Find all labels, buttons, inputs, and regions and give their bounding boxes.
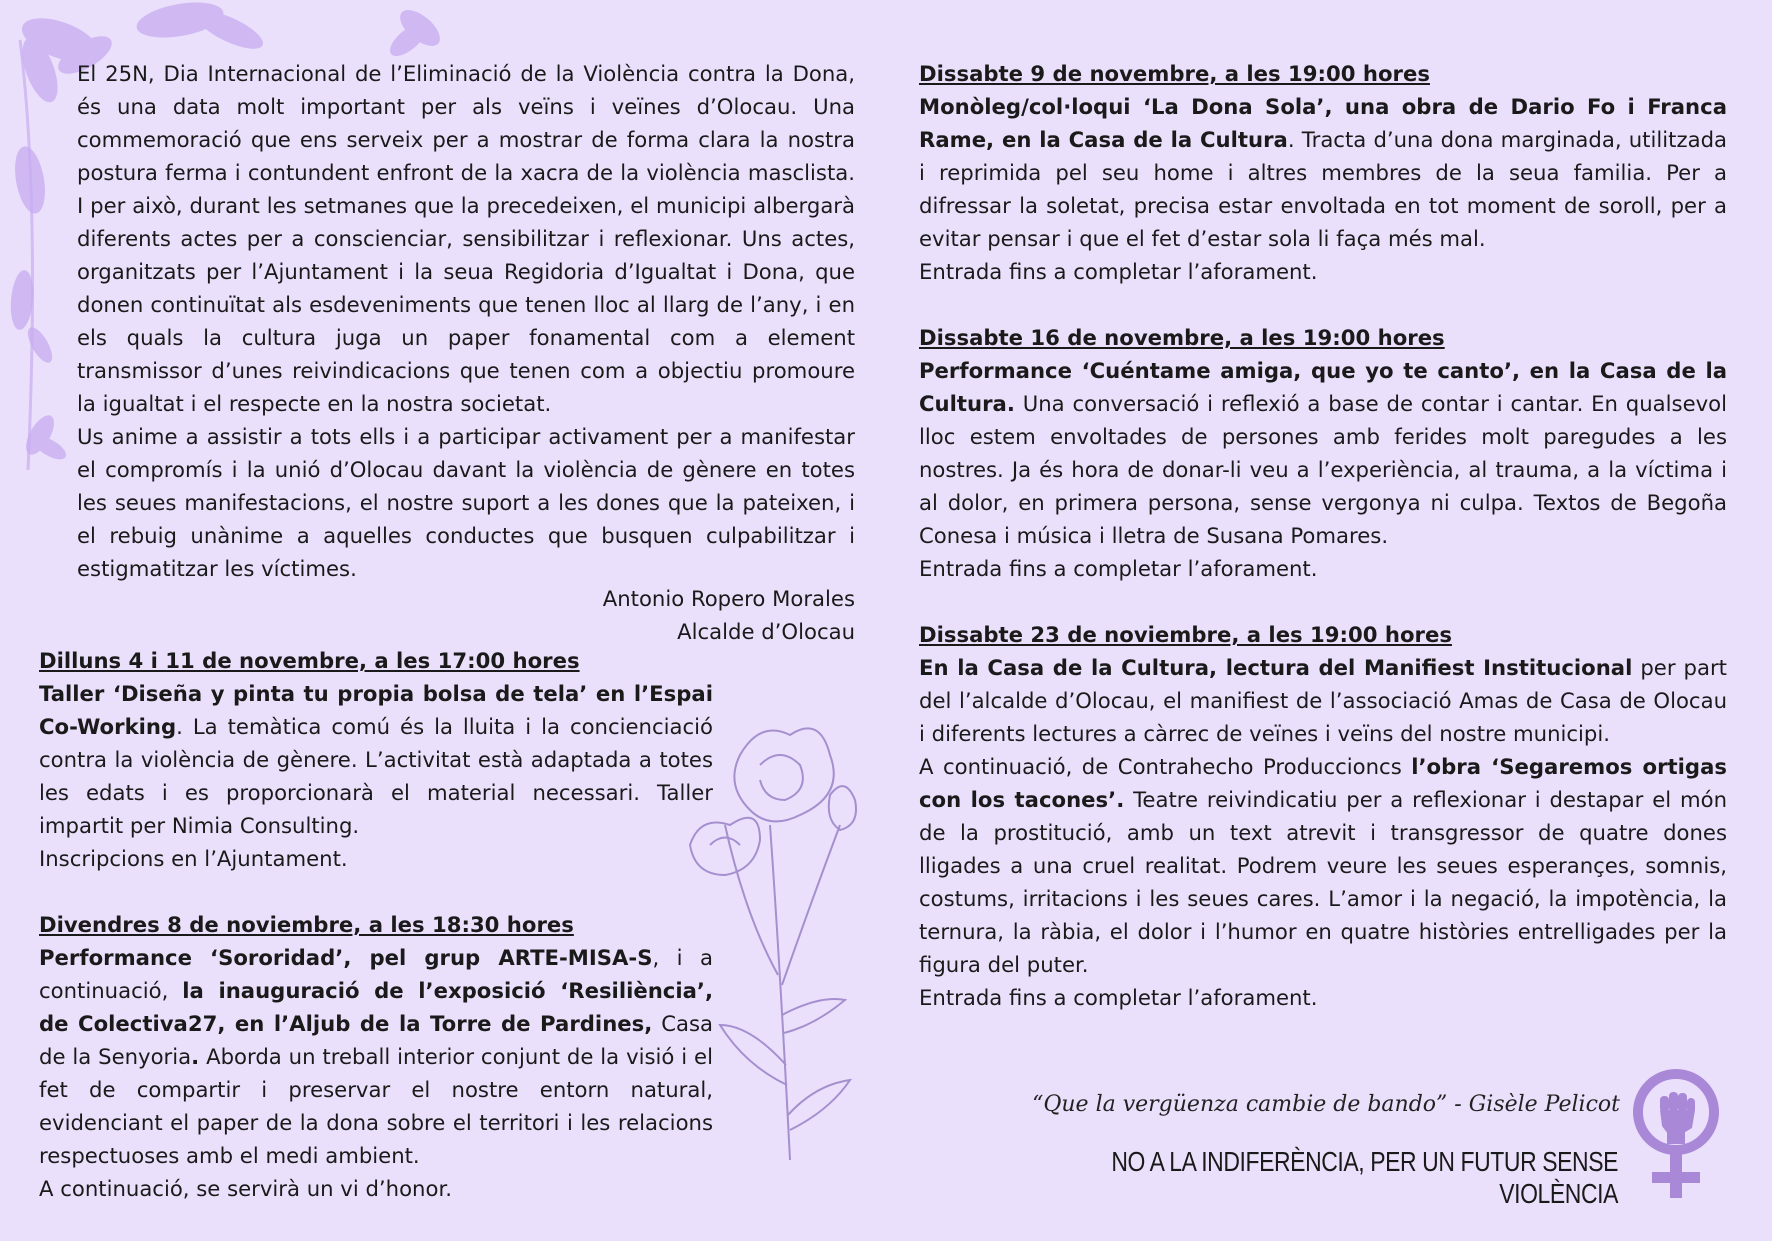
event-note: Entrada fins a completar l’aforament.	[919, 259, 1318, 284]
event-date-heading: Dissabte 9 de novembre, a les 19:00 hores	[919, 61, 1430, 86]
event-date-heading: Dissabte 23 de noviembre, a les 19:00 hores	[919, 622, 1452, 647]
signature-role: Alcalde d’Olocau	[677, 619, 855, 644]
event-item	[39, 908, 713, 1205]
event-description	[39, 941, 713, 1172]
event-text: . Tracta d’una dona marginada, utilitzada i reprimida pel seu home i altres membres de la seua familia. Per a difressar la soletat, precisa estar envoltada en tot moment de soroll, per a evitar pensar i que el fet d’estar sola li faça més mal.	[919, 127, 1727, 251]
event-highlight: l’obra ‘Segaremos ortigas con los tacones’.	[919, 754, 1727, 812]
event-date-heading: Divendres 8 de noviembre, a les 18:30 hores	[39, 912, 574, 937]
event-highlight: la inauguració de l’exposició ‘Resiliència’, de Colectiva27, en l’Aljub de la Torre de Pardines,	[39, 978, 714, 1036]
quote: “Que la vergüenza cambie de bando” - Gisèle Pelicot	[1032, 1092, 1620, 1117]
event-text: , i a continuació,	[39, 945, 714, 1003]
event-highlight: En la Casa de la Cultura, lectura del Manifiest Institucional	[919, 655, 1633, 680]
event-highlight: Monòleg/col·loqui ‘La Dona Sola’, una obra de Dario Fo i Franca Rame, en la Casa de la Cultura	[919, 94, 1727, 152]
event-text: . La temàtica comú és la lluita i la concienciació contra la violència de gènere. L’activitat està adaptada a totes les edats i es proporcionarà el material necessari. Taller impartit per Nimia Consulting.	[39, 714, 713, 838]
event-note: Entrada fins a completar l’aforament.	[919, 556, 1318, 581]
event-item	[919, 57, 1727, 288]
event-item	[919, 321, 1727, 585]
signature	[77, 582, 855, 648]
event-description	[39, 677, 713, 842]
event-date-heading: Dissabte 16 de novembre, a les 19:00 hores	[919, 325, 1445, 350]
event-text: Aborda un treball interior conjunt de la visió i el fet de compartir i preservar el nostre entorn natural, evidenciant el paper de la dona sobre el territori i les relacions respectuoses amb el medi ambient.	[39, 1044, 713, 1168]
event-description	[919, 750, 1727, 981]
right-events-column	[919, 57, 1727, 1047]
left-events-column	[39, 644, 713, 1238]
event-text: A continuació, de Contrahecho Produccioncs	[919, 754, 1412, 779]
event-description	[919, 651, 1727, 750]
intro-paragraph: El 25N, Dia Internacional de l’Eliminació de la Violència contra la Dona, és una data molt important per als veïns i veïnes d’Olocau. Una commemoració que ens serveix per a mostrar de forma clara la nostra postura ferma i contundent enfront de la xacra de la violència masclista. I per això, durant les setmanes que la precedeixen, el municipi albergarà diferents actes per a conscienciar, sensibilitzar i reflexionar. Uns actes, organitzats per l’Ajuntament i la seua Regidoria d’Igualtat i Dona, que donen continuïtat als esdeveniments que tenen lloc al llarg de l’any, i en els quals la cultura juga un paper fonamental com a element transmissor d’unes reivindicacions que tenen com a objectiu promoure la igualtat i el respecte en la nostra societat.	[77, 61, 855, 416]
event-highlight: Performance ‘Sororidad’, pel grup ARTE-MISA-S	[39, 945, 653, 970]
intro-section	[77, 57, 855, 585]
event-note: Entrada fins a completar l’aforament.	[919, 985, 1318, 1010]
signature-name: Antonio Ropero Morales	[602, 586, 855, 611]
event-date-heading: Dilluns 4 i 11 de novembre, a les 17:00 hores	[39, 648, 580, 673]
event-description	[919, 90, 1727, 255]
event-text: Una conversació i reflexió a base de contar i cantar. En qualsevol lloc estem envoltades de persones amb ferides molt paregudes a les nostres. Ja és hora de donar-li veu a l’experiència, al trauma, a la víctima i al dolor, en primera persona, sense vergonya ni culpa. Textos de Begoña Conesa i música i lletra de Susana Pomares.	[919, 391, 1727, 548]
event-highlight: Performance ‘Cuéntame amiga, que yo te canto’, en la Casa de la Cultura.	[919, 358, 1727, 416]
event-text: Teatre reivindicatiu per a reflexionar i destapar el món de la prostitució, amb un text atrevit i transgressor de quatre dones lligades a una cruel realitat. Podrem veure les seues esperançes, somnis, costums, irritacions i les seues cares. L’amor i la negació, la impotència, la ternura, la ràbia, el dolor i l’humor en quatre històries entrelligades per la figura del puter.	[919, 787, 1727, 977]
event-text: Casa de la Senyoria	[39, 1011, 713, 1069]
event-description	[919, 354, 1727, 552]
event-item	[39, 644, 713, 875]
event-highlight: Taller ‘Diseña y pinta tu propia bolsa de tela’ en l’Espai Co-Working	[39, 681, 713, 739]
event-note: A continuació, se servirà un vi d’honor.	[39, 1176, 452, 1201]
event-item	[919, 618, 1727, 1014]
flower-illustration	[670, 715, 880, 1170]
slogan: NO A LA INDIFERÈNCIA, PER UN FUTUR SENSE VIOLÈNCIA	[1111, 1146, 1618, 1209]
event-highlight: .	[191, 1044, 200, 1069]
event-note: Inscripcions en l’Ajuntament.	[39, 846, 348, 871]
event-text: per part del l’alcalde d’Olocau, el manifiest de l’associació Amas de Casa de Olocau i diferents lectures a càrrec de veïnes i veïns del nostre municipi.	[919, 655, 1727, 746]
feminist-fist-venus-icon	[1628, 1068, 1724, 1204]
intro-paragraph: Us anime a assistir a tots ells i a participar activament per a manifestar el compromís i la unió d’Olocau davant la violència de gènere en totes les seues manifestacions, el nostre suport a les dones que la pateixen, i el rebuig unànime a aquelles conductes que busquen culpabilitzar i estigmatitzar les víctimes.	[77, 424, 855, 581]
